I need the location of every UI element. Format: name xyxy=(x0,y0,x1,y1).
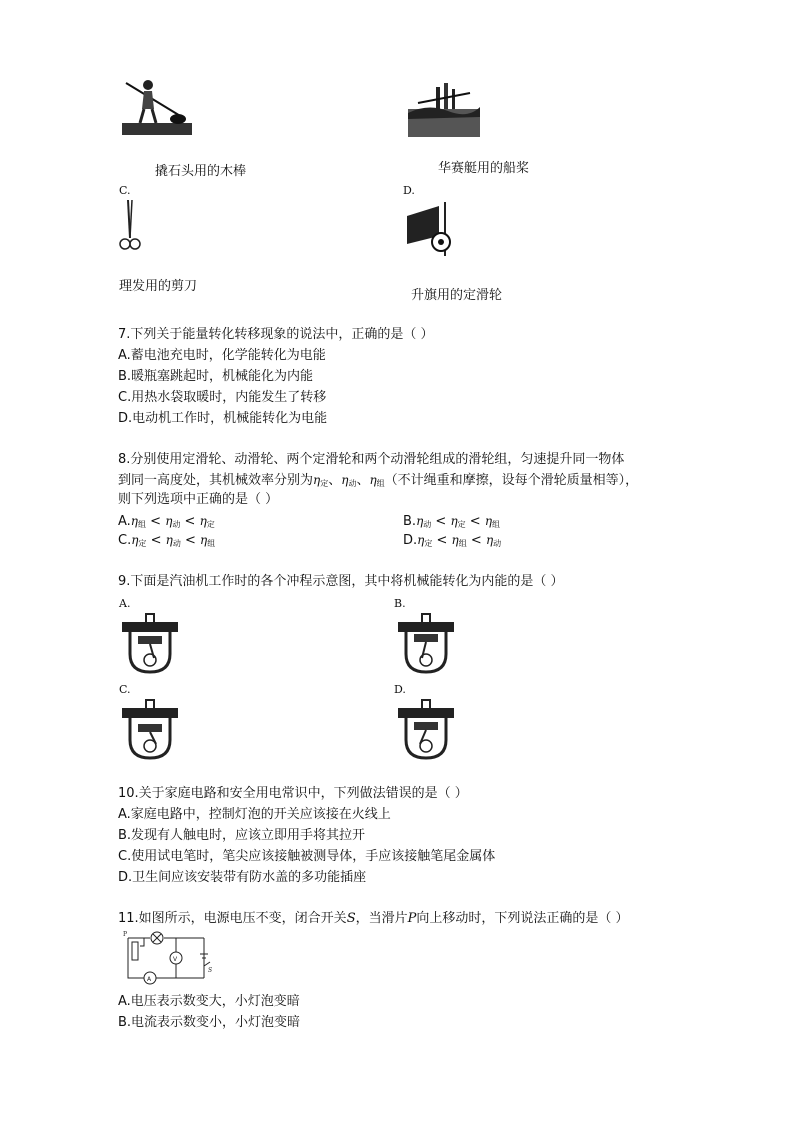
rowing-oar-image xyxy=(408,73,480,137)
q8-line2-pre: 到同一高度处，其机械效率分别为 xyxy=(118,473,314,488)
option-d-label: D. xyxy=(403,184,415,197)
option-d-caption: 升旗用的定滑轮 xyxy=(411,288,503,303)
eta-symbol: $\eta_动$ xyxy=(341,473,357,488)
q11-stem: 11.如图所示，电源电压不变，闭合开关S，当滑片P向上移动时，下列说法正确的是（ ） xyxy=(118,911,629,926)
slider-variable: P xyxy=(407,911,417,926)
rheostat-label: P xyxy=(123,931,128,938)
q7-option-b: B.暖瓶塞跳起时，机械能化为内能 xyxy=(118,369,314,384)
switch-label: S xyxy=(208,967,213,974)
engine-stroke-b-diagram xyxy=(396,612,456,676)
q7-option-d: D.电动机工作时，机械能转化为电能 xyxy=(118,411,328,426)
q8-option-d: $D.\eta_定 < \eta_组 < \eta_动$ xyxy=(403,533,502,548)
q10-stem: 10.关于家庭电路和安全用电常识中，下列做法错误的是（ ） xyxy=(118,786,468,801)
q8-line3: 则下列选项中正确的是（ ） xyxy=(118,492,279,507)
q7-option-c: C.用热水袋取暖时，内能发生了转移 xyxy=(118,390,327,405)
q8-option-c: $C.\eta_定 < \eta_动 < \eta_组$ xyxy=(118,533,216,548)
q8-option-a: $A.\eta_组 < \eta_动 < \eta_定$ xyxy=(118,514,215,529)
q9-label-a: A. xyxy=(119,597,131,610)
option-a-caption: 撬石头用的木棒 xyxy=(155,164,247,179)
q9-label-c: C. xyxy=(119,683,131,696)
q8-line2: 到同一高度处，其机械效率分别为$\eta_定$、$\eta_动$、$\eta_组$（不计绳重和摩擦，设每个滑轮质量相等）， xyxy=(118,473,639,488)
q8-option-b: $B.\eta_动 < \eta_定 < \eta_组$ xyxy=(403,514,501,529)
q7-option-a: A.蓄电池充电时，化学能转化为电能 xyxy=(118,348,326,363)
engine-stroke-d-diagram xyxy=(396,698,456,762)
q11-option-b: B.电流表示数变小，小灯泡变暗 xyxy=(118,1015,301,1030)
q10-option-d: D.卫生间应该安装带有防水盖的多功能插座 xyxy=(118,870,367,885)
q9-stem: 9.下面是汽油机工作时的各个冲程示意图，其中将机械能转化为内能的是（ ） xyxy=(118,574,564,589)
hair-scissors-image xyxy=(118,198,142,254)
option-c-label: C. xyxy=(119,184,131,197)
q9-label-d: D. xyxy=(394,683,406,696)
eta-symbol: $\eta_组$ xyxy=(369,473,385,488)
ammeter-label: A xyxy=(147,976,152,983)
flag-pulley-image xyxy=(405,202,455,256)
engine-stroke-c-diagram xyxy=(120,698,180,762)
q9-label-b: B. xyxy=(394,597,406,610)
q10-option-c: C.使用试电笔时，笔尖应该接触被测导体，手应该接触笔尾金属体 xyxy=(118,849,496,864)
voltmeter-label: V xyxy=(173,956,178,963)
engine-stroke-a-diagram xyxy=(120,612,180,676)
eta-symbol: $\eta_定$ xyxy=(313,473,329,488)
q11-option-a: A.电压表示数变大，小灯泡变暗 xyxy=(118,994,300,1009)
switch-variable: S xyxy=(346,911,356,926)
q10-option-a: A.家庭电路中，控制灯泡的开关应该接在火线上 xyxy=(118,807,391,822)
option-c-caption: 理发用的剪刀 xyxy=(119,279,198,294)
q8-line1: 8.分别使用定滑轮、动滑轮、两个定滑轮和两个动滑轮组成的滑轮组，匀速提升同一物体 xyxy=(118,452,625,467)
q10-option-b: B.发现有人触电时，应该立即用手将其拉开 xyxy=(118,828,366,843)
q8-line2-post: （不计绳重和摩擦，设每个滑轮质量相等）， xyxy=(384,473,639,488)
option-b-caption: 华赛艇用的船桨 xyxy=(438,161,530,176)
circuit-diagram xyxy=(120,930,216,986)
q7-stem: 7.下列关于能量转化转移现象的说法中，正确的是（ ） xyxy=(118,327,434,342)
lever-stick-image xyxy=(122,73,192,137)
